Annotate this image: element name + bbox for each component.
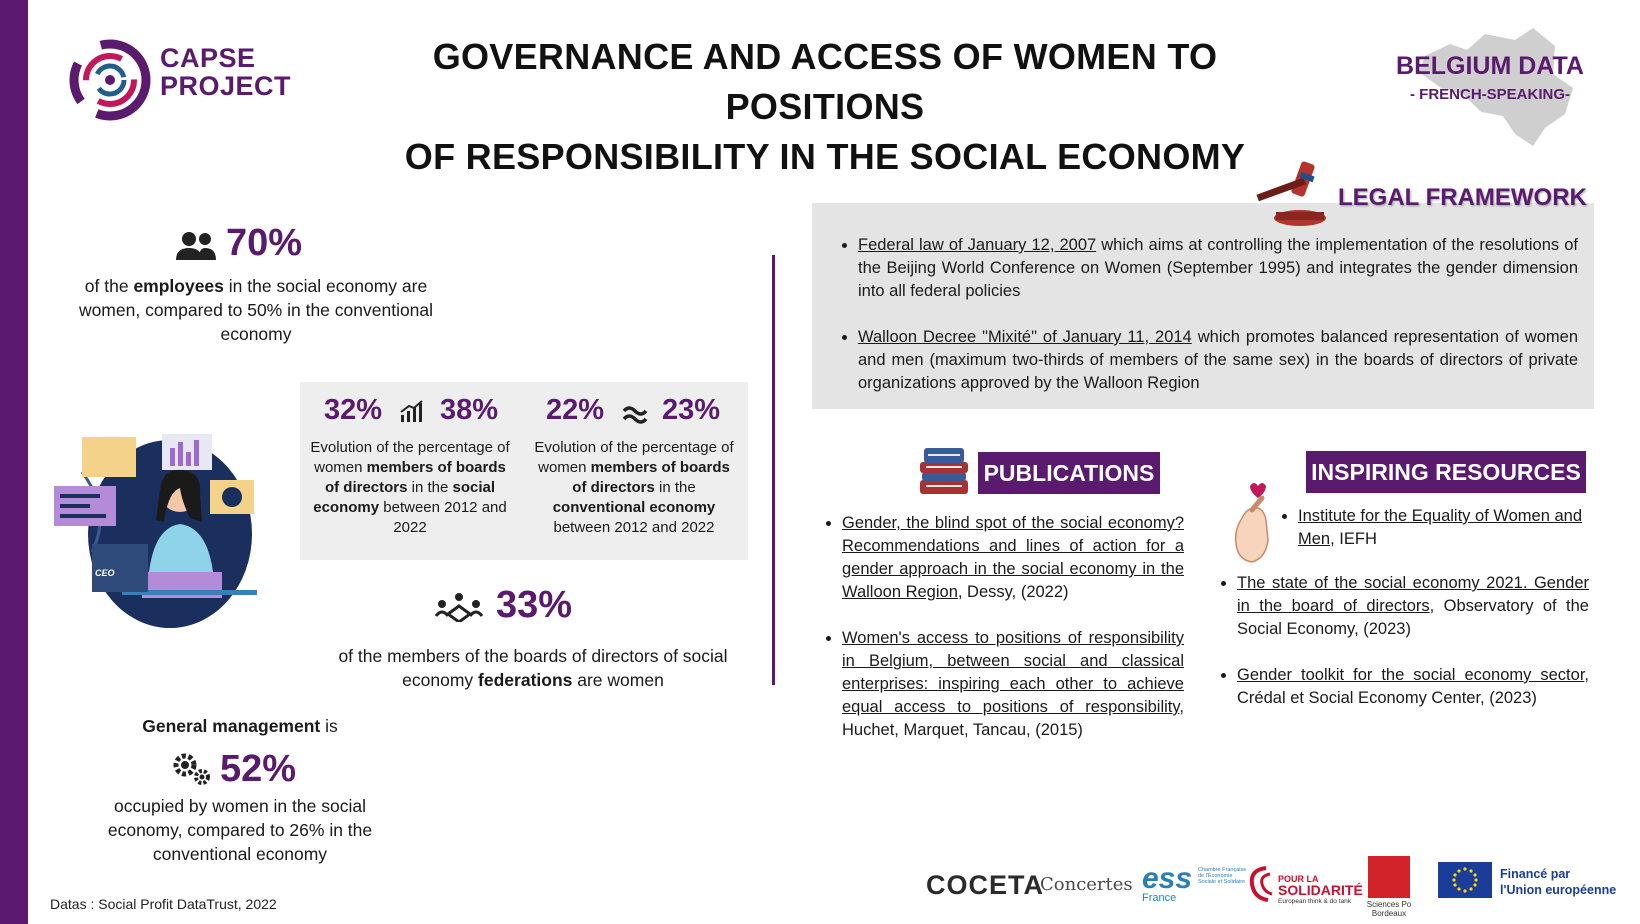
solidarite-caption: European think & do tank (1278, 898, 1351, 905)
ess-france-sub: France (1142, 892, 1177, 904)
eu-flag-icon (1438, 862, 1492, 898)
boards-social-text: Evolution of the percentage of women members of boards of directors in the social economy between 2012 and 2022 (310, 439, 510, 536)
books-icon (918, 444, 970, 496)
data-source: Datas : Social Profit DataTrust, 2022 (50, 896, 277, 912)
management-heading: General management is (142, 716, 338, 736)
logo-text: CAPSE PROJECT (160, 43, 292, 101)
people-icon (174, 230, 218, 262)
management-text: occupied by women in the social economy, compared to 26% in the conventional economy (107, 796, 373, 864)
boards-conventional-text: Evolution of the percentage of women members of boards of directors in the conventional economy between 2012 and 2022 (534, 439, 734, 536)
left-accent-bar (0, 0, 28, 924)
ceo-label: CEO (95, 568, 115, 578)
inspiring-list (1278, 505, 1588, 551)
publications-list (822, 512, 1184, 765)
legal-list (838, 234, 1578, 418)
ess-france-logo: ess (1142, 862, 1193, 895)
employees-text: of the employees in the social economy are women, compared to 50% in the conventional economy (78, 276, 434, 344)
network-people-icon (434, 592, 484, 622)
legal-framework-title: LEGAL FRAMEWORK (1338, 184, 1587, 211)
inspiring-item: • Gender toolkit for the social economy sector, Crédal et Social Economy Center, (2023) (1237, 664, 1589, 710)
legal-item: • Walloon Decree "Mixité" of January 11, 2014 which promotes balanced representation of women and men (maximum two-thirds of members of the same sex) in the boards of directors of private organizations approved by the Walloon Region (858, 326, 1578, 395)
coceta-logo: COCETA (926, 870, 1044, 900)
inspiring-item: • Institute for the Equality of Women and Men, IEFH (1298, 505, 1588, 551)
boards-social-to: 38% (440, 394, 499, 426)
solidarite-logo: SOLIDARITÉ (1278, 882, 1363, 898)
vertical-divider (772, 255, 775, 685)
legal-link[interactable]: Federal law of January 12, 2007 (858, 236, 1097, 254)
publication-link[interactable]: Gender, the blind spot of the social economy? Recommendations and lines of action for a gender approach in the social economy in the Walloon Region (842, 514, 1184, 601)
concertes-logo: Concertes (1040, 874, 1133, 895)
boards-social-from: 32% (324, 394, 383, 426)
solidarite-small: POUR LA (1278, 874, 1319, 884)
approx-icon (622, 404, 648, 424)
legal-item: • Federal law of January 12, 2007 which aims at controlling the implementation of the resolutions of the Beijing World Conference on Women (September 1995) and integrates the gender dimension into all federal policies (858, 234, 1578, 303)
federations-text: of the members of the boards of directors of social economy federations are women (338, 646, 728, 690)
inspiring-link[interactable]: The state of the social economy 2021. Gender in the board of directors (1237, 574, 1589, 615)
solidarite-logo-icon (1246, 864, 1278, 904)
country-subtitle: - FRENCH-SPEAKING- (1410, 86, 1570, 103)
boards-conventional-to: 23% (662, 394, 721, 426)
publication-link[interactable]: Women's access to positions of responsibility in Belgium, between social and classical enterprises: inspiring each other to achieve equal access to positions of responsibility (842, 629, 1184, 716)
finger-heart-icon (1228, 478, 1278, 564)
page-title: GOVERNANCE AND ACCESS OF WOMEN TO POSITIONS OF RESPONSIBILITY IN THE SOCIAL ECONOMY (404, 36, 1246, 177)
publications-header: PUBLICATIONS (978, 452, 1160, 494)
eu-funding-text: Financé par l'Union européenne (1500, 867, 1617, 897)
ceo-woman-illustration-icon (52, 432, 257, 630)
inspiring-list-continued (1217, 572, 1589, 733)
sciences-po-logo-icon (1368, 856, 1410, 898)
gears-icon (172, 752, 212, 786)
federations-percentage: 33% (496, 584, 573, 626)
inspiring-resources-header: INSPIRING RESOURCES (1306, 451, 1586, 493)
growth-chart-icon (400, 400, 424, 422)
country-title: BELGIUM DATA (1396, 52, 1584, 80)
boards-conventional-from: 22% (546, 394, 605, 426)
legal-link[interactable]: Walloon Decree "Mixité" of January 11, 2014 (858, 328, 1192, 346)
employees-percentage: 70% (226, 222, 303, 264)
publication-item: • Gender, the blind spot of the social economy? Recommendations and lines of action for a gender approach in the social economy in the Walloon Region, Dessy, (2022) (842, 512, 1184, 604)
publication-item: • Women's access to positions of responsibility in Belgium, between social and classical enterprises: inspiring each other to achieve equal access to positions of responsibility, Huchet, Marquet, Tancau, (2015) (842, 627, 1184, 742)
sciences-po-text: Sciences Po Bordeaux (1366, 900, 1412, 918)
ess-france-caption: Chambre Française de l'Économie Sociale et Solidaire (1198, 867, 1247, 885)
inspiring-link[interactable]: Institute for the Equality of Women and Men (1298, 507, 1583, 548)
inspiring-item: • The state of the social economy 2021. Gender in the board of directors, Observatory of the Social Economy, (2023) (1237, 572, 1589, 641)
belgium-map-icon (1405, 16, 1585, 148)
management-percentage: 52% (220, 748, 297, 790)
inspiring-link[interactable]: Gender toolkit for the social economy sector (1237, 666, 1585, 684)
gavel-icon (1254, 160, 1338, 228)
